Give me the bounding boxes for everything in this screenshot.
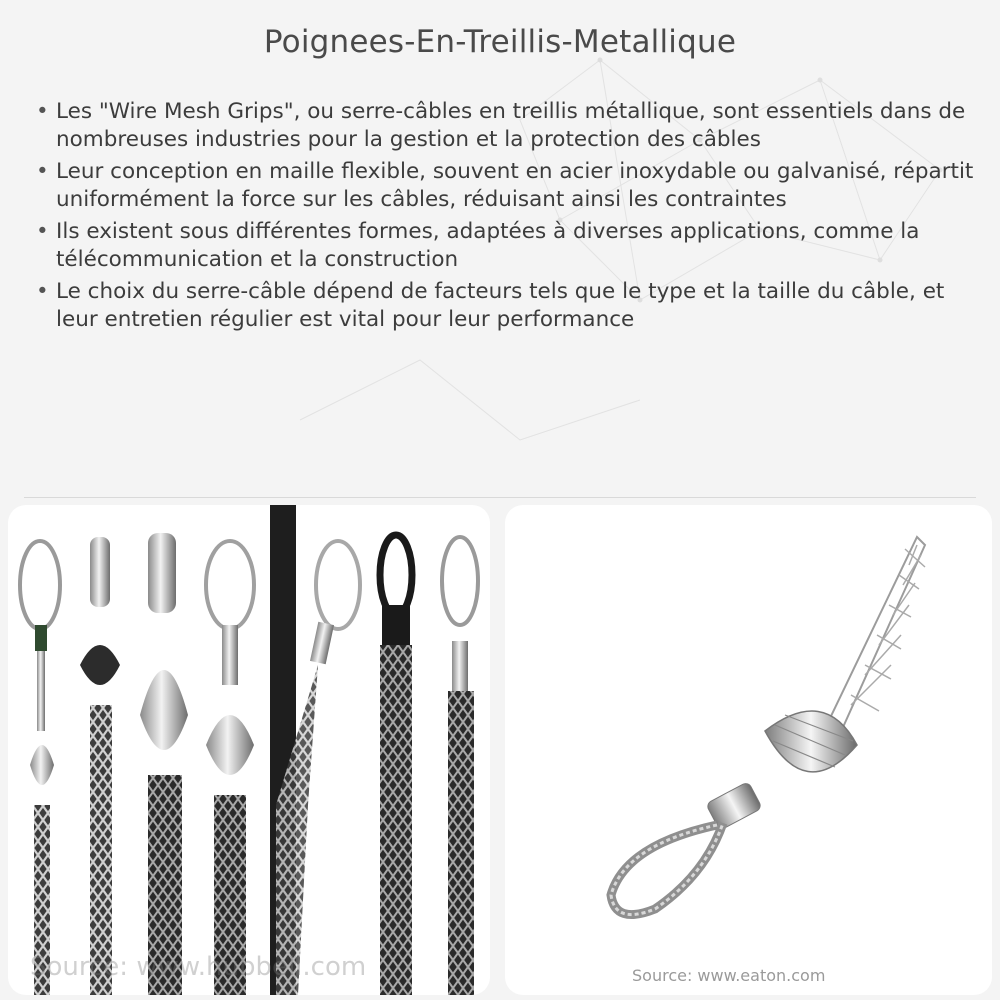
bullet-item: • Leur conception en maille flexible, souvent en acier inoxydable ou galvanisé, répartit uniformément la force sur les câbles, réduisant ainsi les contraintes (34, 158, 984, 214)
bullet-item: • Ils existent sous différentes formes, adaptées à diverses applications, comme la télécommunication et la construction (34, 218, 984, 274)
image-panel-right (505, 505, 992, 995)
page-title: Poignees-En-Treillis-Metallique (263, 24, 737, 60)
section-divider (24, 497, 976, 498)
image-source-right: Source: www.eaton.com (632, 966, 826, 985)
wire-mesh-grips-illustration (8, 505, 490, 995)
image-source-left: Source: www.hubbell.com (30, 952, 367, 982)
wire-mesh-grip-illustration (505, 505, 992, 995)
bullet-item: • Les "Wire Mesh Grips", ou serre-câbles en treillis métallique, sont essentiels dans de nombreuses industries pour la gestion et la protection des câbles (34, 98, 984, 154)
bullet-item: • Le choix du serre-câble dépend de facteurs tels que le type et la taille du câble, et leur entretien régulier est vital pour leur performance (34, 278, 984, 334)
bullet-list (34, 98, 984, 338)
image-panel-left (8, 505, 490, 995)
